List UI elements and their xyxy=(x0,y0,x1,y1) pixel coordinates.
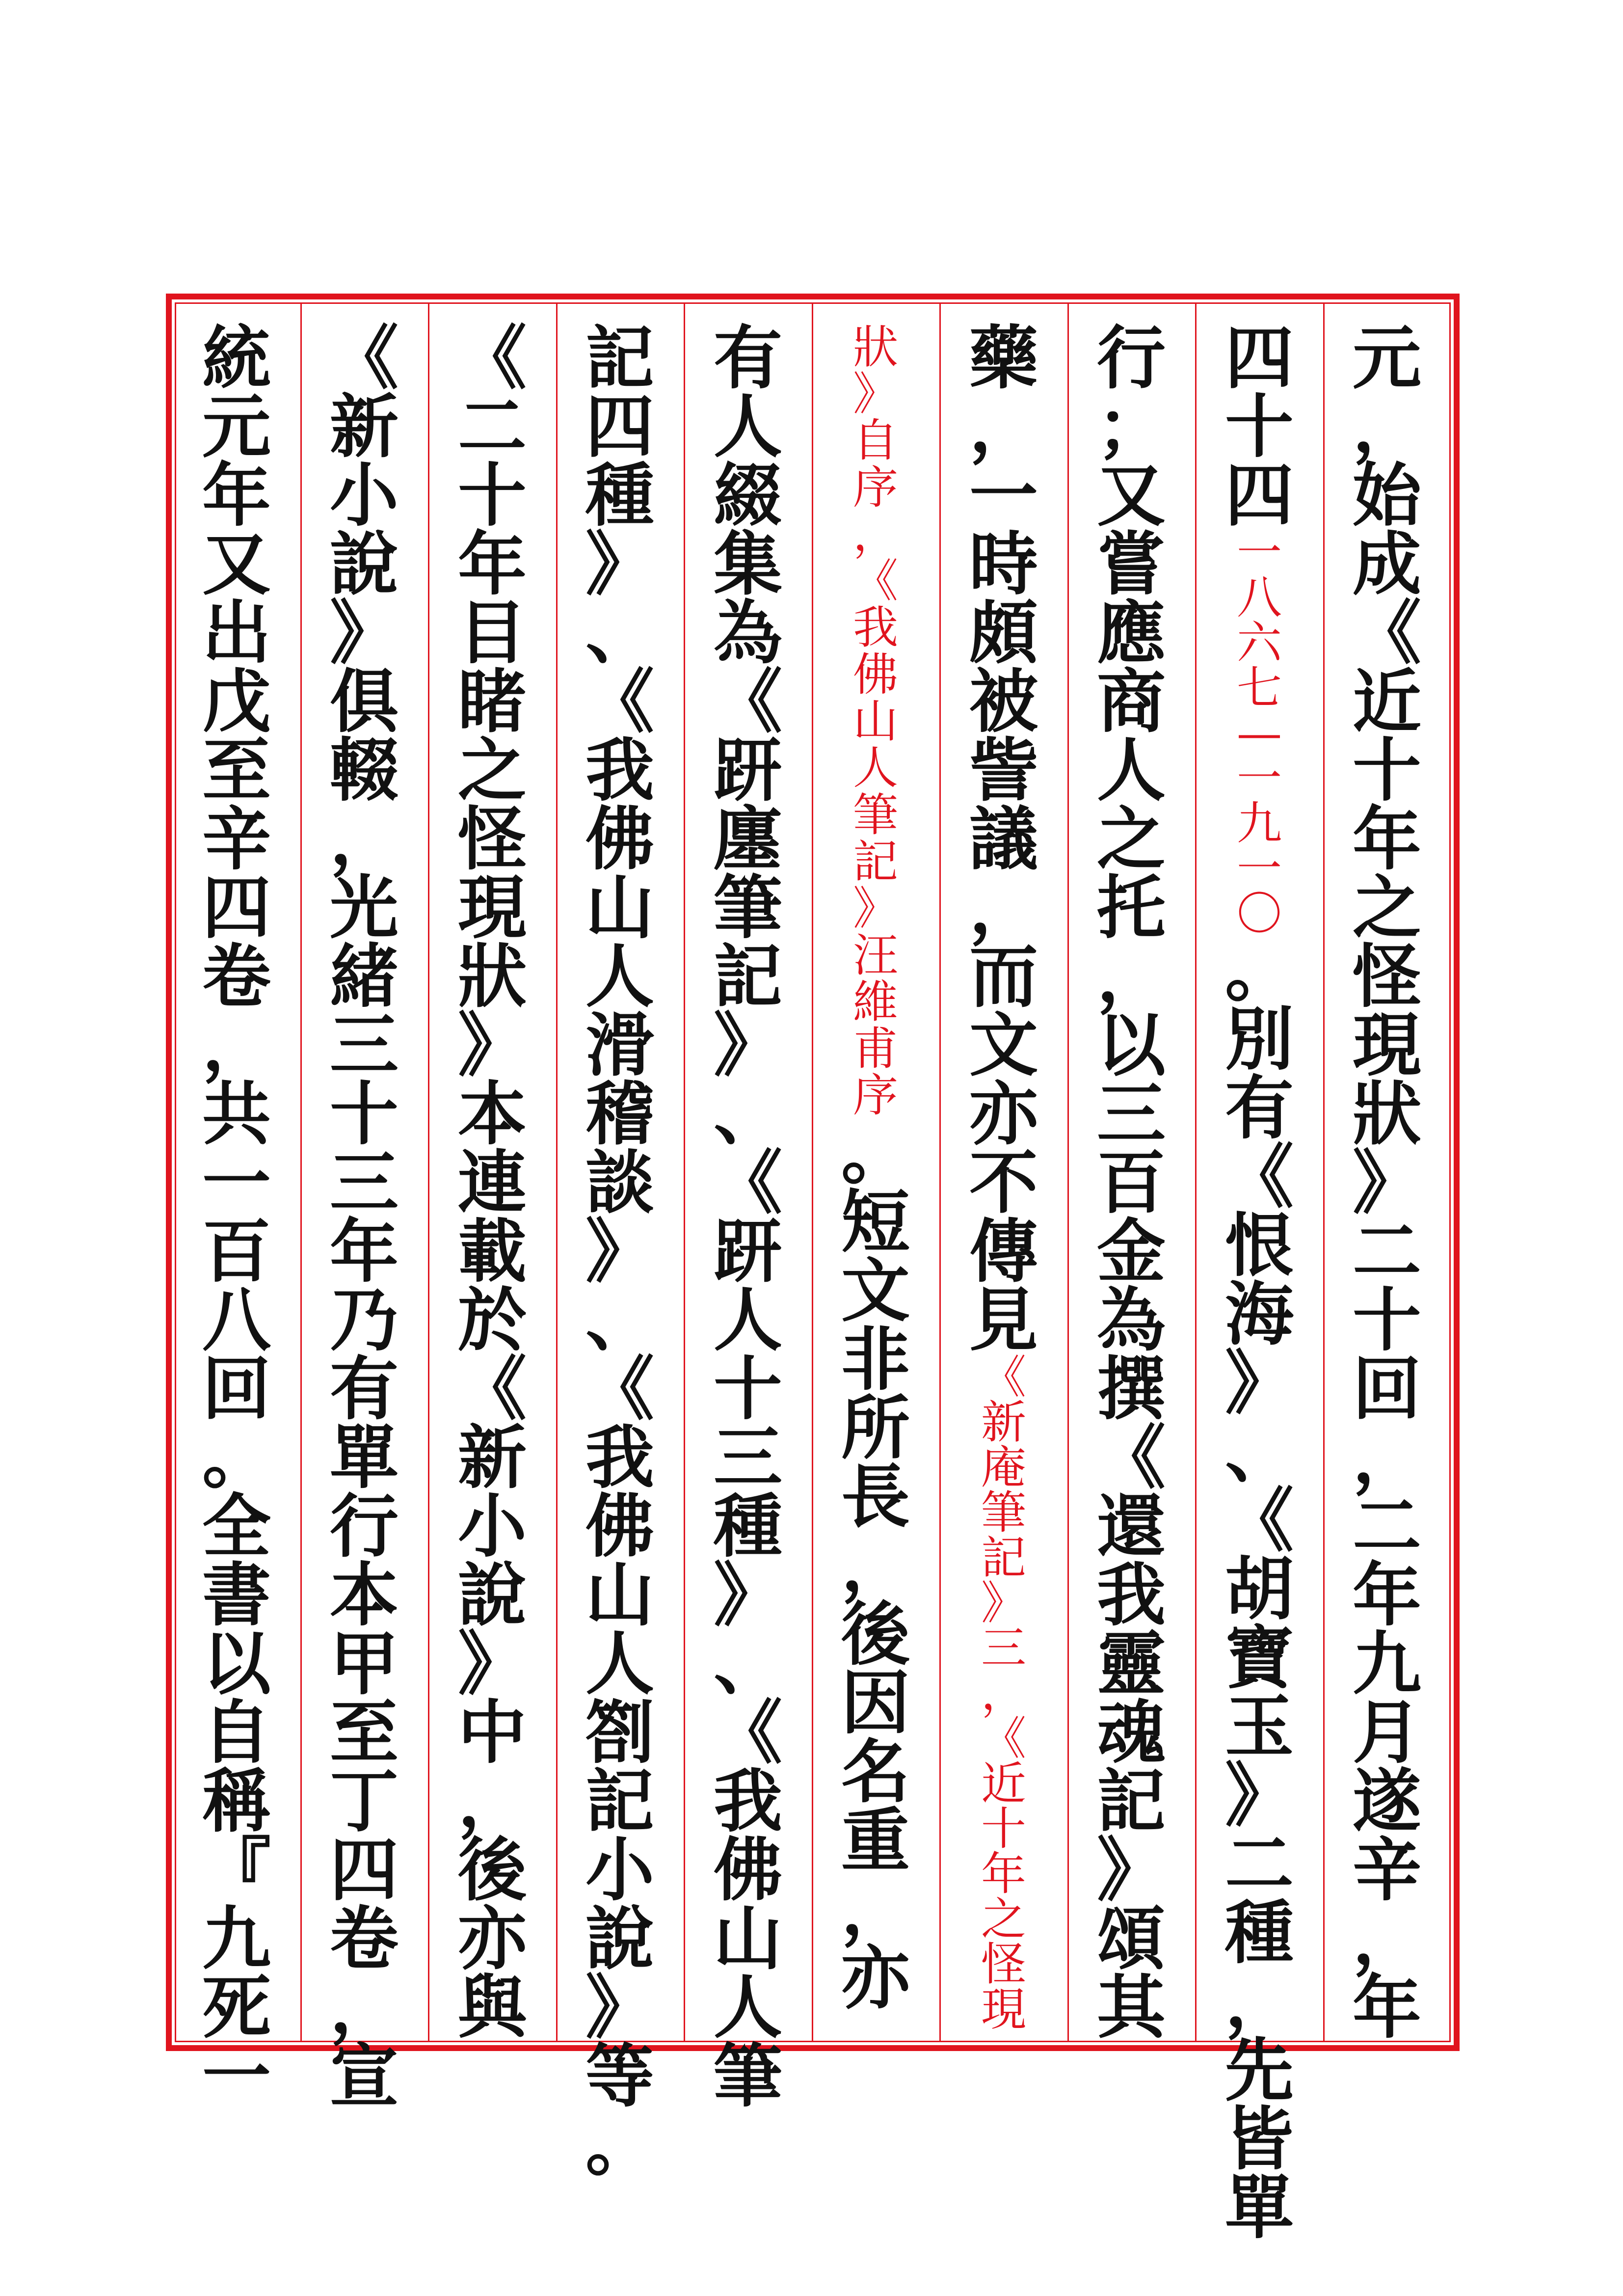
glyph: 宣 xyxy=(329,2036,399,2117)
glyph: 狀 xyxy=(1352,1074,1421,1155)
glyph: 嘗 xyxy=(1096,524,1166,605)
glyph: 一 xyxy=(969,456,1038,536)
glyph: 記 xyxy=(585,1761,654,1842)
glyph: 、 xyxy=(713,1624,782,1704)
column-rule xyxy=(300,302,302,2042)
glyph: 還 xyxy=(1096,1486,1166,1567)
glyph: 海 xyxy=(1224,1274,1294,1355)
glyph: 年 xyxy=(1352,799,1421,880)
glyph: 》 xyxy=(585,524,654,605)
glyph: 十 xyxy=(713,1349,782,1430)
glyph: 說 xyxy=(585,1899,654,1979)
glyph: 、 xyxy=(585,1280,654,1361)
glyph: ， xyxy=(852,508,898,561)
glyph: 一 xyxy=(1236,752,1282,805)
glyph: 四 xyxy=(1224,318,1294,399)
glyph: 九 xyxy=(202,1899,271,1979)
glyph: 靈 xyxy=(1096,1624,1166,1704)
glyph: 元 xyxy=(1352,318,1421,399)
glyph: 佛 xyxy=(585,1486,654,1567)
glyph: 辛 xyxy=(1352,1830,1421,1911)
glyph: 始 xyxy=(1352,456,1421,536)
glyph: 汪 xyxy=(852,929,898,982)
glyph: ， xyxy=(969,868,1038,948)
glyph: 》 xyxy=(585,1968,654,2048)
glyph: ， xyxy=(841,1526,910,1607)
glyph: 記 xyxy=(585,318,654,399)
column-rule xyxy=(939,302,941,2042)
glyph: 頌 xyxy=(1096,1899,1166,1979)
glyph: 十 xyxy=(981,1803,1026,1855)
glyph: 八 xyxy=(1236,571,1282,624)
glyph: 佛 xyxy=(585,799,654,880)
glyph: 魂 xyxy=(1096,1693,1166,1773)
glyph: 中 xyxy=(457,1693,527,1773)
glyph: 甫 xyxy=(852,1023,898,1076)
glyph: — xyxy=(1237,707,1282,759)
glyph: ， xyxy=(1352,387,1421,467)
glyph: 《 xyxy=(981,1351,1026,1404)
glyph: 後 xyxy=(841,1594,910,1675)
glyph: 《 xyxy=(713,662,782,742)
glyph: 回 xyxy=(1352,1349,1421,1430)
glyph: 辛 xyxy=(202,799,271,880)
glyph: 》 xyxy=(981,1577,1026,1629)
glyph: 種 xyxy=(713,1486,782,1567)
column-rule xyxy=(556,302,558,2042)
glyph: 二 xyxy=(1352,1486,1421,1567)
glyph: 《 xyxy=(713,1693,782,1773)
glyph: 種 xyxy=(585,456,654,536)
glyph: 集 xyxy=(713,524,782,605)
glyph: 七 xyxy=(1236,662,1282,714)
glyph: 全 xyxy=(202,1486,271,1567)
glyph: 年 xyxy=(1352,1968,1421,2048)
glyph: 山 xyxy=(585,1555,654,1636)
glyph: 戊 xyxy=(202,662,271,742)
glyph: ， xyxy=(457,1761,527,1842)
glyph: 輟 xyxy=(329,730,399,811)
glyph: 我 xyxy=(852,601,898,654)
glyph: 載 xyxy=(457,1212,527,1292)
glyph: 丁 xyxy=(329,1761,399,1842)
glyph: 《 xyxy=(1096,1418,1166,1498)
glyph: 年 xyxy=(202,456,271,536)
glyph: 新 xyxy=(981,1396,1026,1449)
glyph: 應 xyxy=(1096,593,1166,674)
glyph: 人 xyxy=(713,1280,782,1361)
glyph: 名 xyxy=(841,1732,910,1813)
glyph: 》 xyxy=(329,593,399,674)
glyph: 年 xyxy=(329,1212,399,1292)
glyph: 單 xyxy=(1224,2168,1294,2248)
glyph: 托 xyxy=(1096,868,1166,948)
glyph: 我 xyxy=(1096,1555,1166,1636)
glyph: 議 xyxy=(969,799,1038,880)
glyph: 本 xyxy=(457,1074,527,1155)
glyph: 狀 xyxy=(457,937,527,1017)
glyph: 庵 xyxy=(981,1441,1026,1494)
glyph: 四 xyxy=(202,868,271,948)
glyph: 本 xyxy=(329,1555,399,1636)
glyph: 又 xyxy=(1096,456,1166,536)
glyph: 。 xyxy=(1224,931,1294,1011)
glyph: 恨 xyxy=(1224,1206,1294,1286)
text-column-7 xyxy=(571,318,669,2186)
glyph: 被 xyxy=(969,662,1038,742)
glyph: 出 xyxy=(202,593,271,674)
glyph: 。 xyxy=(841,1113,910,1194)
glyph: 二 xyxy=(457,387,527,467)
glyph: 》 xyxy=(1352,1143,1421,1223)
glyph: ， xyxy=(981,1667,1026,1720)
glyph: 三 xyxy=(329,1005,399,1086)
glyph: 《 xyxy=(585,1349,654,1430)
glyph: 山 xyxy=(585,868,654,948)
glyph: 綴 xyxy=(713,456,782,536)
glyph: 《 xyxy=(1224,1137,1294,1217)
glyph: 年 xyxy=(981,1848,1026,1900)
glyph: ， xyxy=(329,1968,399,2048)
glyph: 一 xyxy=(202,1143,271,1223)
glyph: ， xyxy=(202,1005,271,1086)
glyph: 行 xyxy=(1096,318,1166,399)
glyph: 九 xyxy=(1352,1624,1421,1704)
glyph: 人 xyxy=(713,387,782,467)
glyph: 十 xyxy=(1352,1280,1421,1361)
glyph: 文 xyxy=(841,1251,910,1332)
glyph: 俱 xyxy=(329,662,399,742)
glyph: 人 xyxy=(852,742,898,795)
glyph: 近 xyxy=(981,1757,1026,1810)
glyph: 共 xyxy=(202,1074,271,1155)
glyph: 種 xyxy=(1224,1893,1294,1973)
text-column-8 xyxy=(443,318,541,2048)
glyph: 人 xyxy=(585,937,654,1017)
glyph: ， xyxy=(1352,1418,1421,1498)
text-column-10 xyxy=(187,318,286,2117)
glyph: ； xyxy=(1096,387,1166,467)
glyph: 《 xyxy=(457,1349,527,1430)
glyph: 亦 xyxy=(969,1074,1038,1155)
glyph: 年 xyxy=(457,524,527,605)
glyph: 小 xyxy=(585,1830,654,1911)
glyph: 《 xyxy=(329,318,399,399)
column-rule xyxy=(684,302,685,2042)
glyph: 元 xyxy=(202,387,271,467)
text-column-1 xyxy=(1338,318,1436,2048)
glyph: 《 xyxy=(1352,593,1421,674)
glyph: 三 xyxy=(981,1622,1026,1675)
glyph: 《 xyxy=(457,318,527,399)
glyph: 筆 xyxy=(981,1486,1026,1539)
glyph: 佛 xyxy=(852,648,898,701)
glyph: 近 xyxy=(1352,662,1421,742)
glyph: ， xyxy=(1224,1962,1294,2042)
glyph: 六 xyxy=(1236,617,1282,669)
glyph: 為 xyxy=(713,593,782,674)
glyph: 非 xyxy=(841,1320,910,1401)
glyph: 亦 xyxy=(841,1938,910,2019)
glyph: 我 xyxy=(713,1761,782,1842)
glyph: 百 xyxy=(1096,1143,1166,1223)
glyph: 狀 xyxy=(852,321,898,374)
glyph: 》 xyxy=(457,1624,527,1704)
glyph: 現 xyxy=(457,868,527,948)
glyph: 記 xyxy=(713,937,782,1017)
glyph: 八 xyxy=(202,1280,271,1361)
glyph: 成 xyxy=(1352,524,1421,605)
glyph: 三 xyxy=(1096,1074,1166,1155)
glyph: 〇 xyxy=(1236,888,1282,940)
glyph: ， xyxy=(841,1869,910,1950)
glyph: 。 xyxy=(202,1418,271,1498)
glyph: 因 xyxy=(841,1663,910,1744)
glyph: 我 xyxy=(585,1418,654,1498)
text-column-3 xyxy=(1082,318,1180,2048)
glyph: 談 xyxy=(585,1143,654,1223)
glyph: 四 xyxy=(585,387,654,467)
glyph: 自 xyxy=(852,414,898,467)
glyph: 》 xyxy=(852,882,898,935)
glyph: 我 xyxy=(585,730,654,811)
glyph: 玉 xyxy=(1224,1687,1294,1767)
glyph: 人 xyxy=(713,1968,782,2048)
glyph: 緒 xyxy=(329,937,399,1017)
glyph: 劄 xyxy=(585,1693,654,1773)
glyph: 《 xyxy=(981,1712,1026,1765)
glyph: 序 xyxy=(852,1069,898,1122)
glyph: 怪 xyxy=(1352,937,1421,1017)
glyph: 重 xyxy=(841,1801,910,1882)
glyph: 佛 xyxy=(713,1830,782,1911)
glyph: 回 xyxy=(202,1349,271,1430)
glyph: 三 xyxy=(329,1143,399,1223)
glyph: ， xyxy=(1096,937,1166,1017)
glyph: 所 xyxy=(841,1388,910,1469)
glyph: 一 xyxy=(1236,526,1282,579)
glyph: 遂 xyxy=(1352,1761,1421,1842)
glyph: 撰 xyxy=(1096,1349,1166,1430)
glyph: 十 xyxy=(1224,387,1294,467)
glyph: 筆 xyxy=(713,2036,782,2117)
glyph: 目 xyxy=(457,593,527,674)
glyph: 時 xyxy=(969,524,1038,605)
glyph: 商 xyxy=(1096,662,1166,742)
glyph: 十 xyxy=(457,456,527,536)
glyph: 皆 xyxy=(1224,2099,1294,2180)
glyph: 而 xyxy=(969,937,1038,1017)
glyph: 連 xyxy=(457,1143,527,1223)
glyph: 乃 xyxy=(329,1280,399,1361)
text-column-9 xyxy=(315,318,413,2117)
glyph: 卷 xyxy=(329,1899,399,1979)
glyph: 寶 xyxy=(1224,1618,1294,1699)
glyph: 百 xyxy=(202,1212,271,1292)
glyph: 筆 xyxy=(852,788,898,841)
glyph: 》 xyxy=(457,1005,527,1086)
glyph: 自 xyxy=(202,1693,271,1773)
column-rule xyxy=(1195,302,1197,2042)
glyph: 月 xyxy=(1352,1693,1421,1773)
glyph: 趼 xyxy=(713,730,782,811)
glyph: 序 xyxy=(852,461,898,514)
glyph: 小 xyxy=(329,456,399,536)
glyph: 。 xyxy=(585,2105,654,2186)
glyph: 小 xyxy=(457,1486,527,1567)
glyph: 九 xyxy=(1236,797,1282,850)
glyph: 行 xyxy=(329,1486,399,1567)
glyph: 人 xyxy=(585,1624,654,1704)
glyph: 其 xyxy=(1096,1968,1166,2048)
glyph: 後 xyxy=(457,1830,527,1911)
glyph: 山 xyxy=(852,695,898,748)
glyph: 亦 xyxy=(457,1899,527,1979)
glyph: 至 xyxy=(329,1693,399,1773)
glyph: 胡 xyxy=(1224,1549,1294,1630)
glyph: 之 xyxy=(1352,868,1421,948)
glyph: 記 xyxy=(1096,1761,1166,1842)
glyph: 以 xyxy=(202,1624,271,1704)
text-column-2 xyxy=(1210,318,1308,2248)
glyph: 有 xyxy=(329,1349,399,1430)
glyph: 之 xyxy=(981,1893,1026,1945)
glyph: 傳 xyxy=(969,1212,1038,1292)
glyph: 現 xyxy=(981,1983,1026,2036)
text-column-6 xyxy=(699,318,797,2117)
glyph: 》 xyxy=(713,1555,782,1636)
glyph: 之 xyxy=(1096,799,1166,880)
glyph: 以 xyxy=(1096,1005,1166,1086)
glyph: 十 xyxy=(329,1074,399,1155)
text-column-5 xyxy=(826,321,925,2019)
glyph: 怪 xyxy=(981,1938,1026,1991)
glyph: 十 xyxy=(1352,730,1421,811)
glyph: 有 xyxy=(1224,1068,1294,1149)
column-rule xyxy=(1067,302,1069,2042)
glyph: 》 xyxy=(1224,1756,1294,1836)
glyph: 說 xyxy=(457,1555,527,1636)
glyph: 說 xyxy=(329,524,399,605)
glyph: 》 xyxy=(1224,1343,1294,1424)
glyph: 》 xyxy=(1096,1830,1166,1911)
glyph: 廛 xyxy=(713,799,782,880)
glyph: 統 xyxy=(202,318,271,399)
glyph: 金 xyxy=(1096,1212,1166,1292)
glyph: 甲 xyxy=(329,1624,399,1704)
glyph: 怪 xyxy=(457,799,527,880)
glyph: 四 xyxy=(329,1830,399,1911)
glyph: 新 xyxy=(329,387,399,467)
glyph: 記 xyxy=(981,1532,1026,1584)
glyph: 人 xyxy=(1096,730,1166,811)
glyph: 稱 xyxy=(202,1761,271,1842)
glyph: 滑 xyxy=(585,1005,654,1086)
glyph: 書 xyxy=(202,1555,271,1636)
column-rule xyxy=(428,302,429,2042)
glyph: 之 xyxy=(457,730,527,811)
glyph: 光 xyxy=(329,868,399,948)
text-column-4 xyxy=(955,318,1053,2036)
glyph: 『 xyxy=(202,1830,271,1911)
glyph: 睹 xyxy=(457,662,527,742)
glyph: 一 xyxy=(1236,842,1282,895)
glyph: 有 xyxy=(713,318,782,399)
glyph: 二 xyxy=(1224,1824,1294,1905)
glyph: 與 xyxy=(457,1968,527,2048)
glyph: 文 xyxy=(969,1005,1038,1086)
glyph: 年 xyxy=(1352,1555,1421,1636)
glyph: 《 xyxy=(1224,1481,1294,1561)
column-rule xyxy=(812,302,813,2042)
glyph: 趼 xyxy=(713,1212,782,1292)
glyph: 一 xyxy=(202,2036,271,2117)
column-rule xyxy=(1323,302,1325,2042)
glyph: 卷 xyxy=(202,937,271,1017)
glyph: ， xyxy=(969,387,1038,467)
glyph: 別 xyxy=(1224,999,1294,1080)
glyph: 等 xyxy=(585,2036,654,2117)
glyph: 死 xyxy=(202,1968,271,2048)
glyph: 維 xyxy=(852,975,898,1028)
glyph: 、 xyxy=(585,593,654,674)
glyph: 三 xyxy=(713,1418,782,1498)
glyph: 頗 xyxy=(969,593,1038,674)
glyph: 》 xyxy=(713,1005,782,1086)
glyph: 《 xyxy=(852,555,898,608)
glyph: 短 xyxy=(841,1182,910,1263)
glyph: 為 xyxy=(1096,1280,1166,1361)
glyph: 《 xyxy=(713,1143,782,1223)
glyph: 單 xyxy=(329,1418,399,1498)
glyph: 見 xyxy=(969,1280,1038,1361)
glyph: 《 xyxy=(585,662,654,742)
glyph: 、 xyxy=(713,1074,782,1155)
glyph: 》 xyxy=(585,1212,654,1292)
glyph: 記 xyxy=(852,835,898,888)
glyph: ， xyxy=(329,799,399,880)
glyph: 筆 xyxy=(713,868,782,948)
glyph: 、 xyxy=(1224,1412,1294,1492)
glyph: 二 xyxy=(1352,1212,1421,1292)
glyph: 至 xyxy=(202,730,271,811)
glyph: 現 xyxy=(1352,1005,1421,1086)
glyph: 稽 xyxy=(585,1074,654,1155)
glyph: 四 xyxy=(1224,456,1294,536)
glyph: 》 xyxy=(852,367,898,420)
glyph: 先 xyxy=(1224,2030,1294,2111)
glyph: 長 xyxy=(841,1457,910,1538)
glyph: 不 xyxy=(969,1143,1038,1223)
glyph: 於 xyxy=(457,1280,527,1361)
glyph: 新 xyxy=(457,1418,527,1498)
glyph: ， xyxy=(1352,1899,1421,1979)
glyph: 又 xyxy=(202,524,271,605)
glyph: 山 xyxy=(713,1899,782,1979)
glyph: 藥 xyxy=(969,318,1038,399)
glyph: 訾 xyxy=(969,730,1038,811)
